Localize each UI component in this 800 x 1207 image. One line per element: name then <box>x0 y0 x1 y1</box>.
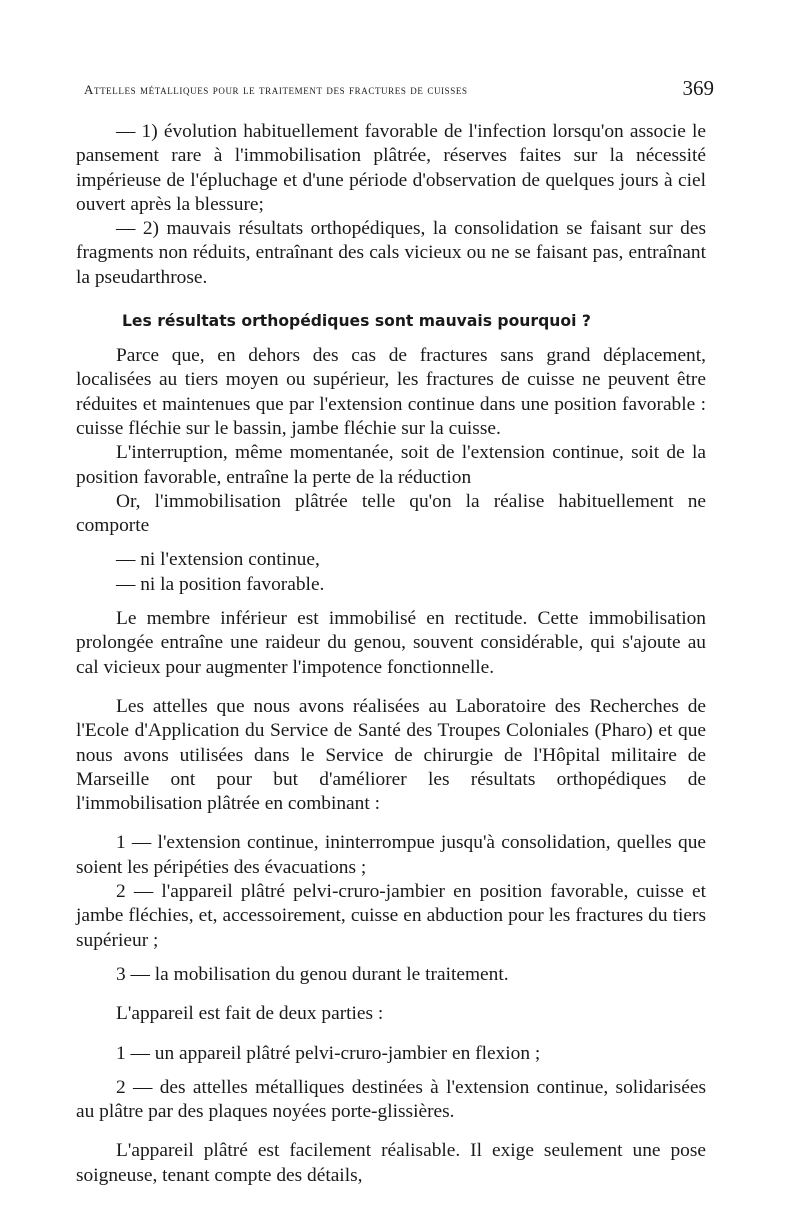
list-item: — ni la position favorable. <box>116 573 325 595</box>
list-item: 2 — l'appareil plâtré pelvi-cruro-jambier en position favorable, cuisse et jambe fléchies, et, accessoirement, cuisse en abduction pour les fractures du tiers supérieur ; <box>76 881 706 951</box>
paragraph: L'appareil est fait de deux parties : <box>116 1003 384 1025</box>
page-number: 369 <box>682 76 714 100</box>
paragraph: Les attelles que nous avons réalisées au Laboratoire des Recherches de l'Ecole d'Application du Service de Santé des Troupes Coloniales (Pharo) et que nous avons utilisées dans le Service de chirurgie de l'Hôpital militaire de Marseille ont pour but d'améliorer les résultats orthopédiques de l'immobilisation plâtrée en combinant : <box>76 695 706 815</box>
paragraph: Le membre inférieur est immobilisé en rectitude. Cette immobilisation prolongée entraîne une raideur du genou, souvent considérable, qui s'ajoute au cal vicieux pour augmenter l'impotence fonctionnelle. <box>76 608 706 678</box>
section-heading: Les résultats orthopédiques sont mauvais pourquoi ? <box>122 312 591 331</box>
running-header <box>84 76 714 100</box>
list-item: — ni l'extension continue, <box>116 549 320 571</box>
body-text <box>76 120 706 1188</box>
paragraph: Or, l'immobilisation plâtrée telle qu'on la réalise habituellement ne comporte <box>76 490 706 537</box>
list-item: — 2) mauvais résultats orthopédiques, la consolidation se faisant sur des fragments non réduits, entraînant des cals vicieux ou ne se faisant pas, entraînant la pseudarthrose. <box>76 218 706 288</box>
paragraph: L'appareil plâtré est facilement réalisable. Il exige seulement une pose soigneuse, tenant compte des détails, <box>76 1140 706 1186</box>
list-item: 2 — des attelles métalliques destinées à l'extension continue, solidarisées au plâtre par des plaques noyées porte-glissières. <box>76 1076 706 1123</box>
list-item: — 1) évolution habituellement favorable de l'infection lorsqu'on associe le pansement rare à l'immobilisation plâtrée, réserves faites sur la nécessité impérieuse de l'épluchage et d'une période d'observation de quelques jours à ciel ouvert après la blessure; <box>76 121 706 215</box>
paragraph: L'interruption, même momentanée, soit de l'extension continue, soit de la position favorable, entraîne la perte de la réduction <box>76 442 706 488</box>
list-item: 3 — la mobilisation du genou durant le traitement. <box>116 963 509 985</box>
list-item: 1 — un appareil plâtré pelvi-cruro-jambier en flexion ; <box>116 1042 541 1064</box>
paragraph: Parce que, en dehors des cas de fractures sans grand déplacement, localisées au tiers moyen ou supérieur, les fractures de cuisse ne peuvent être réduites et maintenues que par l'extension continue dans une position favorable : cuisse fléchie sur le bassin, jambe fléchie sur la cuisse. <box>76 345 706 439</box>
running-title: Attelles métalliques pour le traitement des fractures de cuisses <box>84 82 468 97</box>
list-item: 1 — l'extension continue, ininterrompue jusqu'à consolidation, quelles que soient les péripéties des évacuations ; <box>76 832 706 878</box>
